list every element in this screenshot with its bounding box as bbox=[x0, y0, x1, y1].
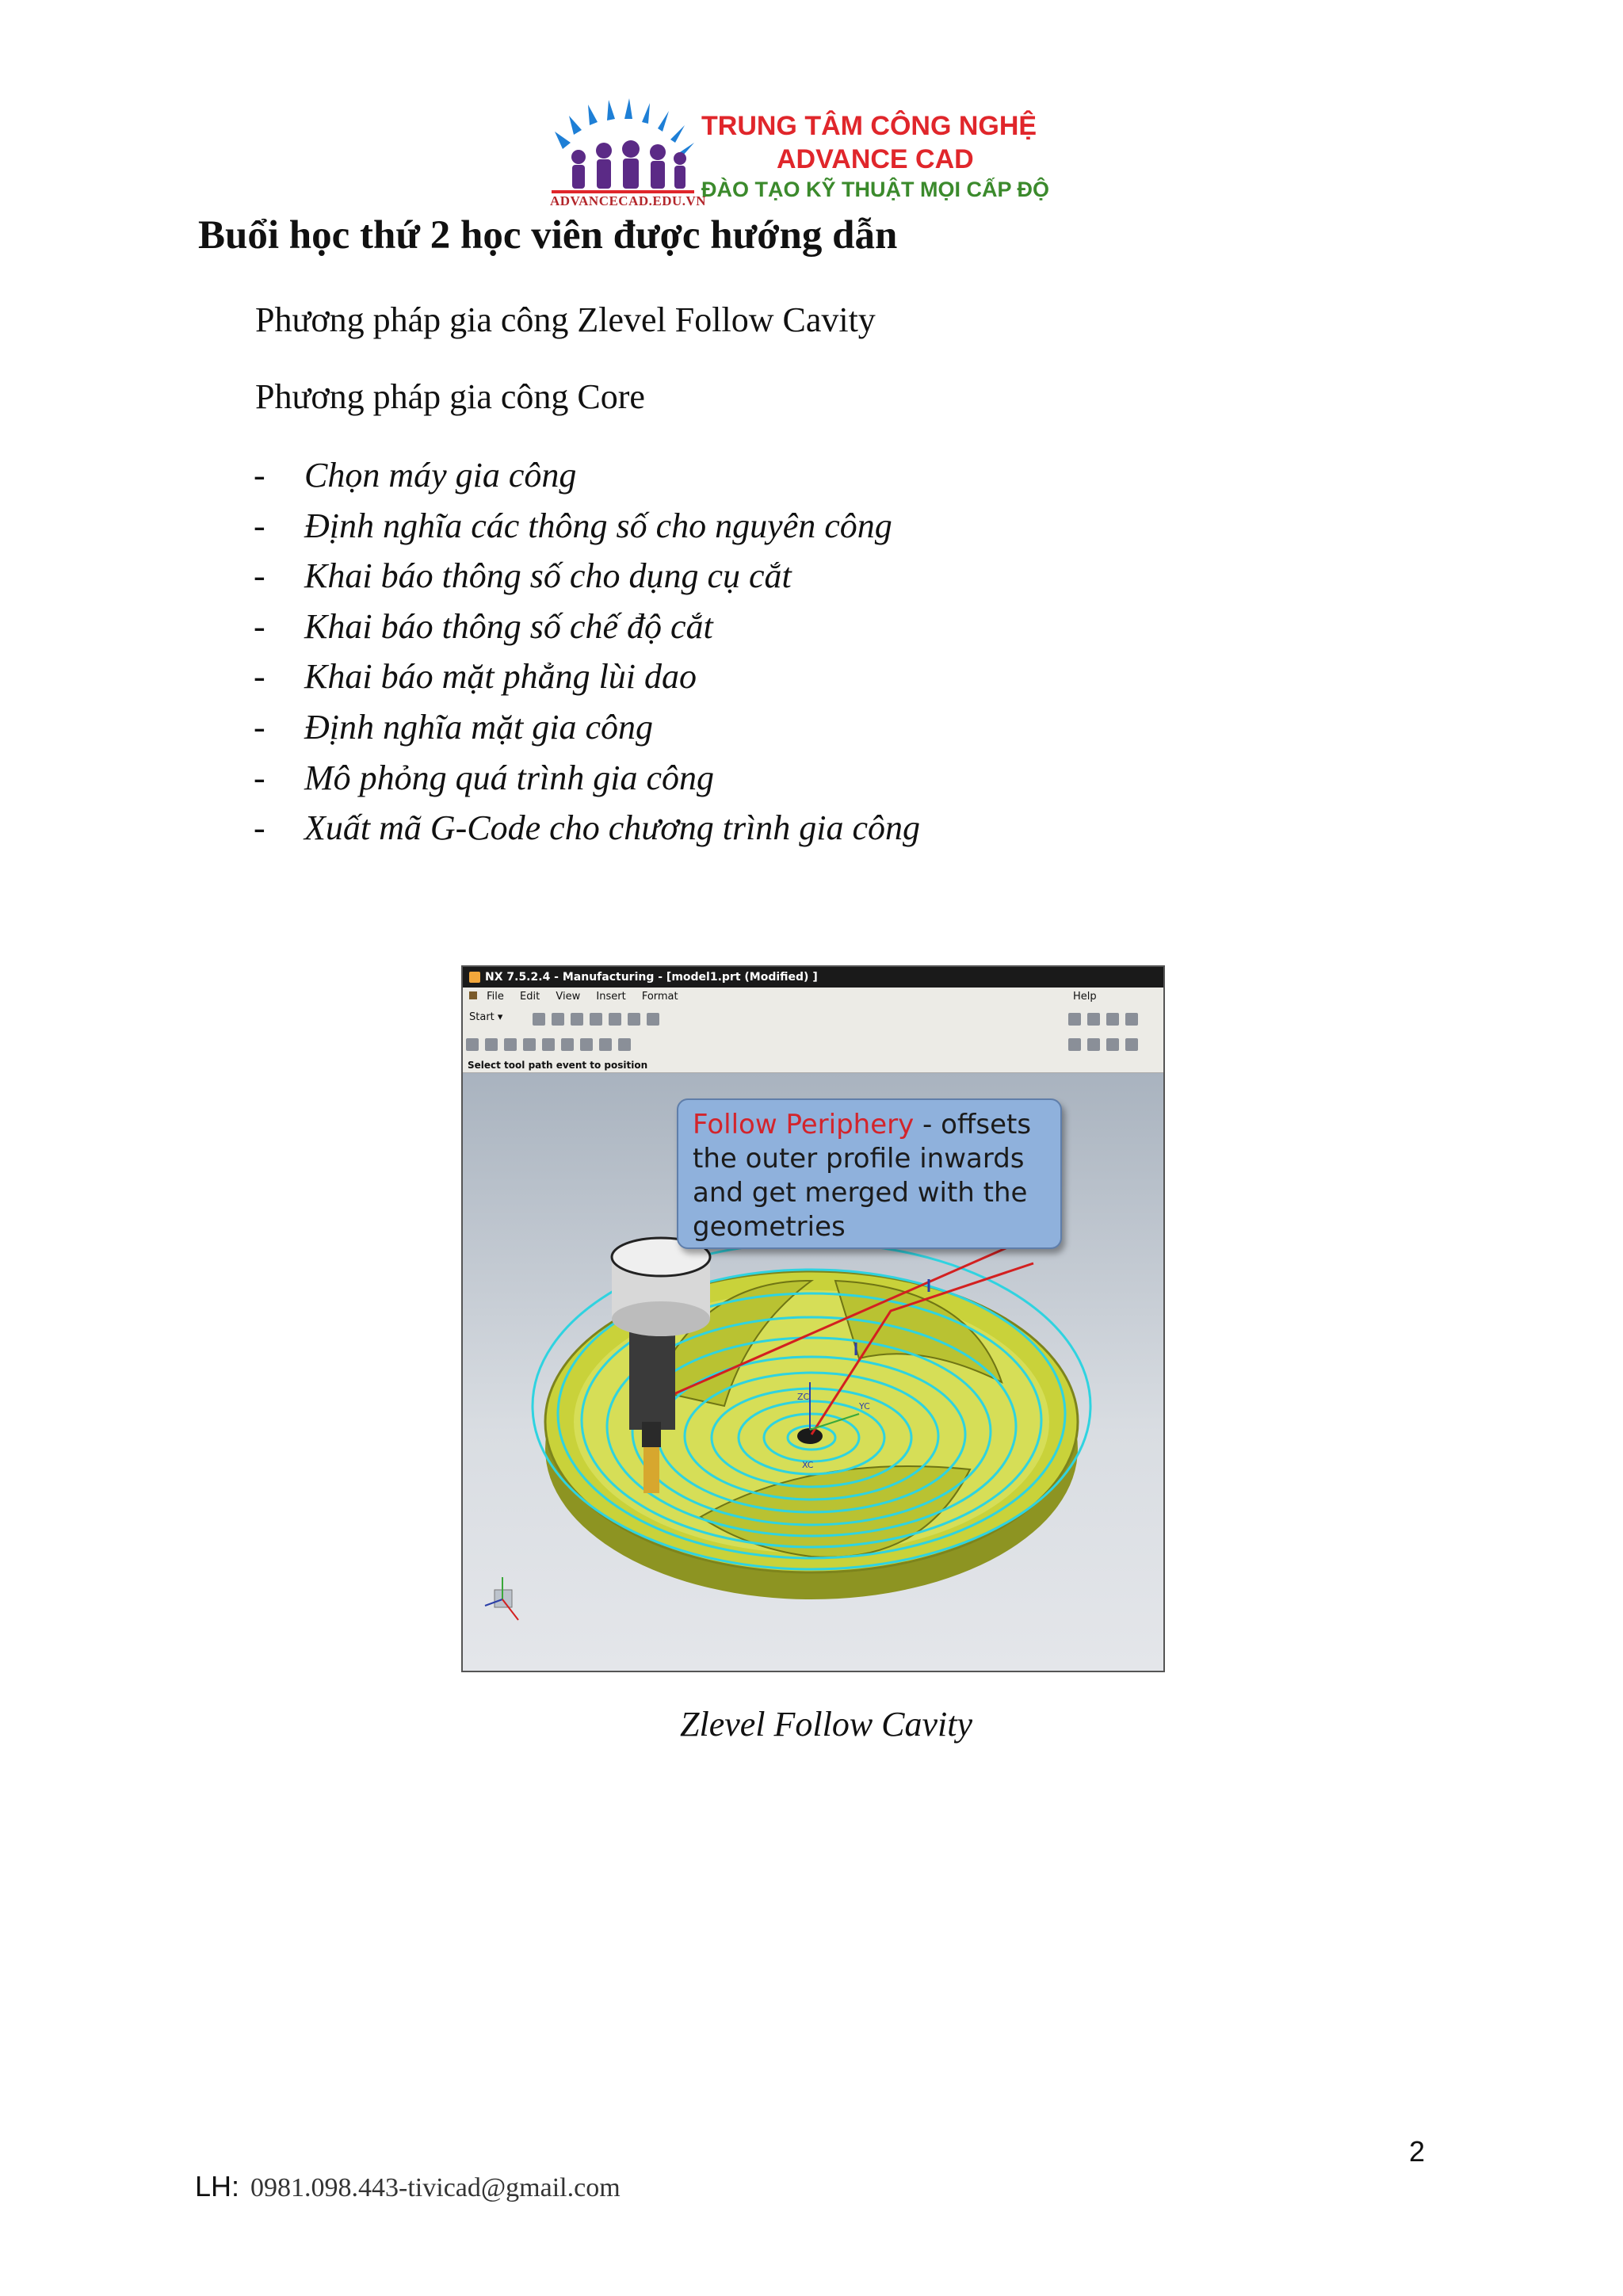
nx-toolbar-1 bbox=[463, 1007, 1163, 1033]
tool-shank bbox=[642, 1422, 661, 1447]
toolbar-icon bbox=[647, 1013, 659, 1026]
axis-label-zc: ZC bbox=[797, 1392, 810, 1402]
list-item bbox=[254, 808, 920, 858]
toolbar-icon bbox=[1087, 1013, 1100, 1026]
follow-periphery-callout bbox=[677, 1098, 1062, 1249]
toolbar-icon bbox=[485, 1038, 498, 1051]
list-item-text: Mô phỏng quá trình gia công bbox=[304, 758, 714, 797]
toolbar-icon bbox=[504, 1038, 517, 1051]
bullet-dash: - bbox=[254, 808, 265, 848]
tool-tip bbox=[643, 1447, 659, 1493]
footer-label: LH: bbox=[195, 2170, 240, 2202]
toolbar-icon bbox=[1068, 1013, 1081, 1026]
toolbar-icon bbox=[580, 1038, 593, 1051]
toolbar-icon bbox=[523, 1038, 536, 1051]
bullet-dash: - bbox=[254, 556, 265, 596]
bullet-dash: - bbox=[254, 506, 265, 545]
list-item-text: Khai báo mặt phẳng lùi dao bbox=[304, 657, 697, 697]
list-item-text: Xuất mã G-Code cho chương trình gia công bbox=[304, 808, 921, 848]
list-item bbox=[254, 606, 920, 657]
nx-window-title: NX 7.5.2.4 - Manufacturing - [model1.prt (Modified) ] bbox=[485, 971, 818, 984]
center-hole bbox=[797, 1428, 823, 1444]
logo-url: ADVANCECAD.EDU.VN bbox=[550, 193, 707, 208]
toolbar-icon bbox=[1087, 1038, 1100, 1051]
toolbar-icon bbox=[1125, 1038, 1138, 1051]
toolbar-icon bbox=[618, 1038, 631, 1051]
bullet-dash: - bbox=[254, 657, 265, 697]
list-item bbox=[254, 506, 920, 556]
logo-line-1: TRUNG TÂM CÔNG NGHỆ bbox=[701, 111, 1037, 141]
advancecad-logo bbox=[547, 94, 1086, 212]
list-item bbox=[254, 656, 920, 707]
toolbar-icon bbox=[533, 1013, 545, 1026]
bullet-dash: - bbox=[254, 456, 265, 495]
bullet-dash: - bbox=[254, 606, 265, 646]
nx-menu-format: Format bbox=[641, 991, 678, 1003]
nx-menu-edit: Edit bbox=[520, 991, 540, 1003]
callout-text: - offsets the outer profile inwards and get merged with the geometries bbox=[693, 1109, 1032, 1243]
tool-head-bottom bbox=[612, 1301, 710, 1336]
nx-menu-icon bbox=[469, 991, 477, 999]
paragraph-zlevel: Phương pháp gia công Zlevel Follow Cavity bbox=[255, 300, 876, 339]
list-item bbox=[254, 758, 920, 808]
bullet-list bbox=[254, 455, 920, 858]
bullet-dash: - bbox=[254, 758, 265, 797]
toolbar-icon bbox=[590, 1013, 602, 1026]
list-item-text: Định nghĩa mặt gia công bbox=[304, 707, 653, 747]
footer bbox=[195, 2170, 621, 2203]
list-item-text: Định nghĩa các thông số cho nguyên công bbox=[304, 506, 892, 545]
list-item-text: Khai báo thông số chế độ cắt bbox=[304, 606, 713, 646]
toolbar-icon bbox=[1106, 1013, 1119, 1026]
page-number: 2 bbox=[1409, 2135, 1426, 2168]
toolbar-icon bbox=[609, 1013, 621, 1026]
toolbar-icon bbox=[561, 1038, 574, 1051]
nx-menu-view: View bbox=[556, 991, 581, 1003]
nx-start-button: Start ▾ bbox=[469, 1011, 503, 1023]
page-heading: Buổi học thứ 2 học viên được hướng dẫn bbox=[198, 213, 898, 258]
logo-line-2: ADVANCE CAD bbox=[777, 144, 974, 174]
nx-menu-bar bbox=[463, 988, 1163, 1007]
nx-menu-help: Help bbox=[1073, 991, 1097, 1003]
nx-screenshot-figure bbox=[461, 965, 1165, 1672]
toolbar-icon bbox=[542, 1038, 555, 1051]
list-item bbox=[254, 707, 920, 758]
nx-menu-insert: Insert bbox=[596, 991, 626, 1003]
list-item bbox=[254, 556, 920, 606]
toolbar-icon bbox=[1125, 1013, 1138, 1026]
toolbar-icon bbox=[571, 1013, 583, 1026]
view-triad-icon bbox=[485, 1577, 518, 1620]
logo-line-3: ĐÀO TẠO KỸ THUẬT MỌI CẤP ĐỘ bbox=[701, 178, 1050, 201]
footer-contact: 0981.098.443-tivicad@gmail.com bbox=[250, 2173, 621, 2202]
nx-menu-file: File bbox=[487, 991, 504, 1003]
list-item bbox=[254, 455, 920, 506]
callout-keyword: Follow Periphery bbox=[693, 1109, 915, 1140]
nx-start-label: Start bbox=[469, 1011, 495, 1023]
axis-label-xc: XC bbox=[802, 1460, 814, 1470]
nx-title-bar bbox=[463, 967, 1163, 988]
nx-status-bar: Select tool path event to position bbox=[463, 1057, 1163, 1073]
toolbar-icon bbox=[1068, 1038, 1081, 1051]
bullet-dash: - bbox=[254, 707, 265, 747]
paragraph-core: Phương pháp gia công Core bbox=[255, 377, 645, 416]
figure-caption: Zlevel Follow Cavity bbox=[680, 1705, 973, 1744]
toolbar-icon bbox=[552, 1013, 564, 1026]
toolbar-icon bbox=[628, 1013, 640, 1026]
nx-app-icon bbox=[469, 972, 480, 983]
axis-label-yc: YC bbox=[859, 1401, 870, 1412]
nx-graphics-viewport bbox=[463, 1073, 1163, 1671]
list-item-text: Chọn máy gia công bbox=[304, 456, 577, 495]
list-item-text: Khai báo thông số cho dụng cụ cắt bbox=[304, 556, 792, 596]
toolbar-icon bbox=[1106, 1038, 1119, 1051]
nx-toolbar-2 bbox=[463, 1032, 1163, 1058]
toolbar-icon bbox=[466, 1038, 479, 1051]
toolbar-icon bbox=[599, 1038, 612, 1051]
